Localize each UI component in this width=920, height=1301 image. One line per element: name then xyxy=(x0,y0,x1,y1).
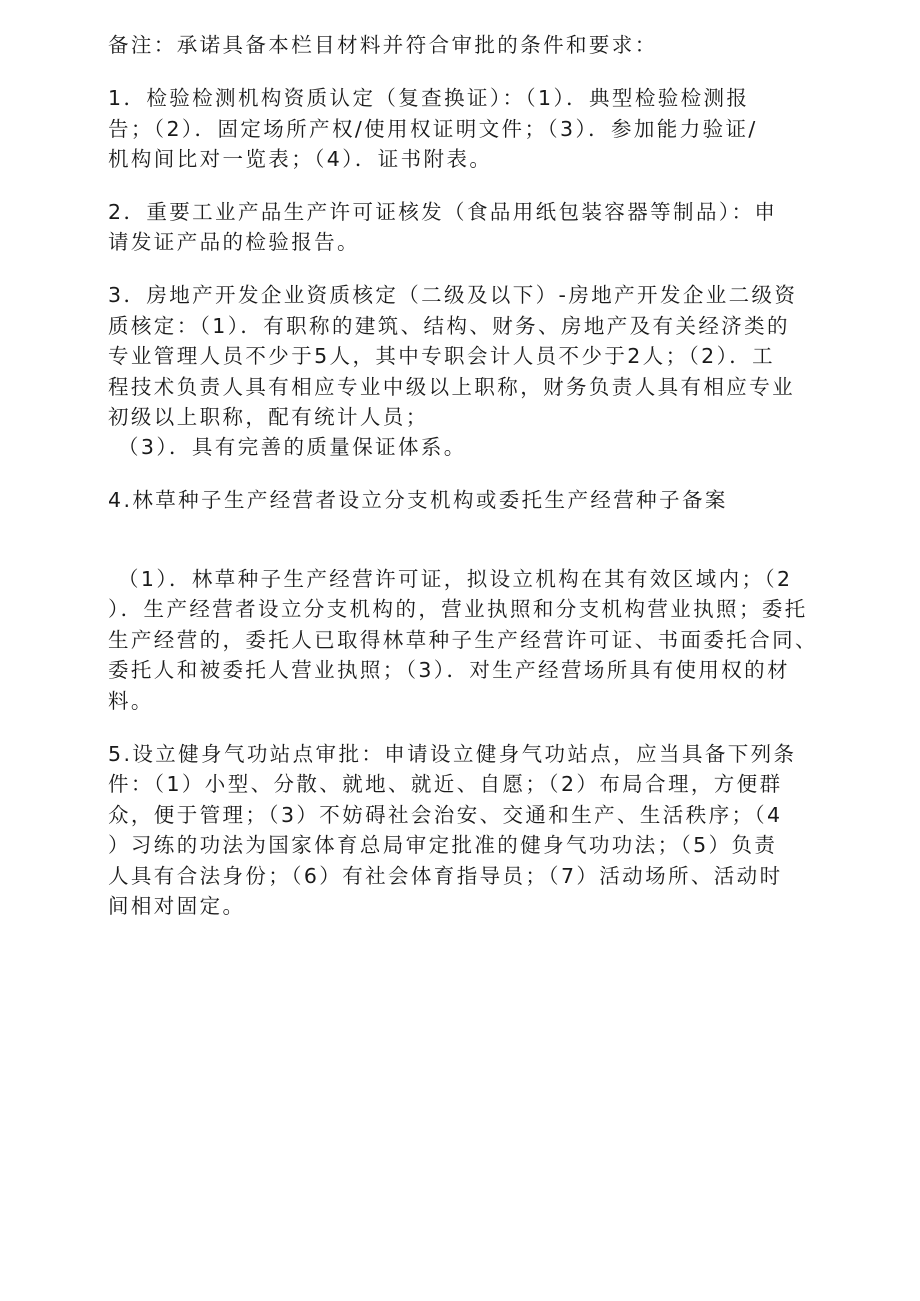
text-line: 人具有合法身份；（6）有社会体育指导员；（7）活动场所、活动时 xyxy=(108,863,783,888)
text-line: 件：（1）小型、分散、就地、就近、自愿；（2）布局合理，方便群 xyxy=(108,772,783,797)
item-3-paragraph xyxy=(108,280,820,462)
text-line: 4.林草种子生产经营者设立分支机构或委托生产经营种子备案 xyxy=(108,487,728,512)
text-line: 机构间比对一览表；（4）．证书附表。 xyxy=(108,147,493,172)
text-line: 程技术负责人具有相应专业中级以上职称，财务负责人具有相应专业 xyxy=(108,374,795,399)
text-line: 间相对固定。 xyxy=(108,893,246,918)
text-line: 委托人和被委托人营业执照；（3）．对生产经营场所具有使用权的材 xyxy=(108,658,790,683)
text-line: （1）．林草种子生产经营许可证，拟设立机构在其有效区域内；（2 xyxy=(118,567,793,592)
document-page xyxy=(108,30,820,921)
item-1-paragraph xyxy=(108,83,820,174)
text-line: 2．重要工业产品生产许可证核发（食品用纸包装容器等制品）：申 xyxy=(108,199,778,224)
text-line: 专业管理人员不少于5人，其中专职会计人员不少于2人；（2）．工 xyxy=(108,344,776,369)
item-2-paragraph xyxy=(108,197,820,258)
text-line: 众，便于管理；（3）不妨碍社会治安、交通和生产、生活秩序；（4 xyxy=(108,802,783,827)
text-line: 告；（2）．固定场所产权/使用权证明文件；（3）．参加能力验证/ xyxy=(108,116,758,141)
text-line: 5.设立健身气功站点审批：申请设立健身气功站点，应当具备下列条 xyxy=(108,742,797,767)
text-line: 生产经营的，委托人已取得林草种子生产经营许可证、书面委托合同、 xyxy=(108,627,818,652)
item-5-paragraph xyxy=(108,739,820,921)
item-4-title xyxy=(108,485,820,515)
text-line: 初级以上职称，配有统计人员； xyxy=(108,404,429,429)
text-line: 请发证产品的检验报告。 xyxy=(108,229,360,254)
text-line: 1．检验检测机构资质认定（复查换证）：（1）．典型检验检测报 xyxy=(108,86,750,111)
text-line: ）．生产经营者设立分支机构的，营业执照和分支机构营业执照；委托 xyxy=(108,597,808,622)
note-line: 备注：承诺具备本栏目材料并符合审批的条件和要求： xyxy=(108,33,658,57)
text-line: 3．房地产开发企业资质核定（二级及以下）-房地产开发企业二级资 xyxy=(108,283,798,308)
text-line: 质核定：（1）．有职称的建筑、结构、财务、房地产及有关经济类的 xyxy=(108,313,790,338)
text-line: ）习练的功法为国家体育总局审定批准的健身气功功法；（5）负责 xyxy=(108,833,778,858)
item-4-paragraph xyxy=(108,564,820,716)
text-line: （3）．具有完善的质量保证体系。 xyxy=(118,435,467,460)
text-line: 料。 xyxy=(108,688,154,713)
note-paragraph xyxy=(108,30,820,60)
